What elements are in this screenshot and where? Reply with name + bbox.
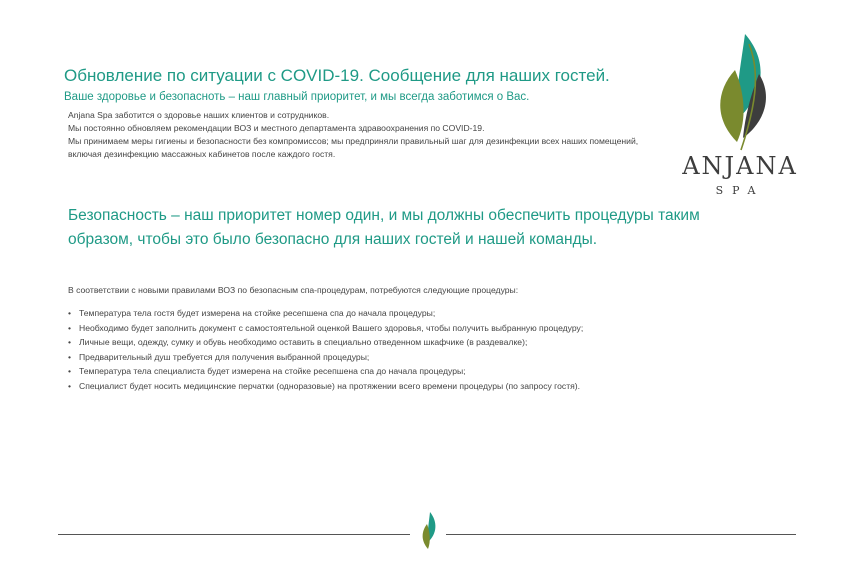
leaf-logo-icon [675,34,815,154]
page-title: Обновление по ситуации с COVID-19. Сообщение для наших гостей. [64,66,610,85]
bullet-icon: • [68,351,72,362]
list-item: • Личные вещи, одежду, сумку и обувь необходимо оставить в специально отведенном шкафчике (в раздевалке); [68,335,708,350]
intro-text [68,109,668,161]
footer-divider-left [58,534,410,535]
bullet-icon: • [68,366,72,377]
list-item: • Температура тела специалиста будет измерена на стойке ресепшена спа до начала процедуры; [68,364,708,379]
intro-line: Anjana Spa заботится о здоровье наших клиентов и сотрудников. [68,110,330,120]
list-item: • Предварительный душ требуется для получения выбранной процедуры; [68,350,708,365]
bullet-icon: • [68,322,72,333]
footer-leaf-icon [418,512,440,550]
list-item: • Температура тела гостя будет измерена на стойке ресепшена спа до начала процедуры; [68,306,708,321]
bullet-icon: • [68,337,72,348]
intro-line: Мы постоянно обновляем рекомендации ВОЗ и местного департамента здравоохранения по COVID-19. [68,123,485,133]
intro-line: Мы принимаем меры гигиены и безопасности без компромиссов; мы предприняли правильный шаг для дезинфекции всех наших помещений, включая дезинфекцию массажных кабинетов после каждого гостя. [68,136,639,159]
safety-heading: Безопасность – наш приоритет номер один, и мы должны обеспечить процедуры таким образом, чтобы это было безопасно для наших гостей и нашей команды. [68,207,700,248]
page-subtitle: Ваше здоровье и безопасноть – наш главный приоритет, и мы всегда заботимся о Вас. [64,91,530,103]
procedures-list [68,306,708,394]
list-item: • Необходимо будет заполнить документ с самостоятельной оценкой Вашего здоровья, чтобы получить выбранную процедуру; [68,321,708,336]
anjana-spa-logo [675,34,815,204]
bullet-icon: • [68,380,72,391]
logo-wordmark: ANJANA [682,152,798,180]
logo-spa: SPA [715,184,765,197]
list-item: • Специалист будет носить медицинские перчатки (одноразовые) на протяжении всего времени процедуры (по запросу гостя). [68,379,708,394]
bullet-icon: • [68,308,72,318]
footer-divider-right [446,534,796,535]
rules-intro: В соответствии с новыми правилами ВОЗ по безопасным спа-процедурам, потребуются следующие процедуры: [68,285,519,295]
